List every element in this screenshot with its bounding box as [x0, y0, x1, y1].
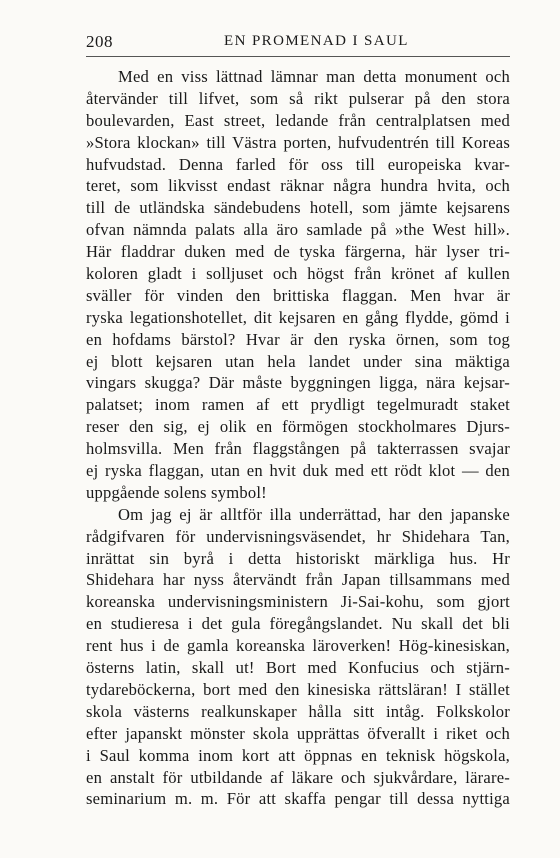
page-header: [86, 32, 510, 54]
text-line: en anstalt för utbildande af läkare och sjukvårdare, lärare-: [86, 767, 510, 787]
running-title: EN PROMENAD I SAUL: [224, 33, 409, 49]
text-line: Med en viss lättnad lämnar man detta monument och: [118, 67, 510, 86]
text-line: tydareböckerna, bort med den kinesiska rättsläran! I stället: [86, 679, 510, 699]
text-line: ryska legationshotellet, dit kejsaren en gång flydde, gömd i: [86, 307, 510, 327]
text-line: i Saul komma inom kort att öppnas en teknisk högskola,: [86, 745, 510, 765]
text-line: koloren gladt i solljuset och högst från krönet af kullen: [86, 264, 510, 284]
text-line: Om jag ej är alltför illa underrättad, har den japanske: [118, 504, 510, 524]
text-line: boulevarden, East street, ledande från centralplatsen med: [86, 110, 510, 130]
text-line: ej blott kejsaren utan hela landet under sina mäktiga: [86, 351, 510, 371]
text-line: holmsvilla. Men från flaggstången på takterrassen svajar: [86, 439, 510, 459]
text-line: reser den sig, ej olik en förmögen stockholmares Djurs-: [86, 417, 510, 437]
text-line: Shidehara har nyss återvändt från Japan tillsammans med: [86, 570, 510, 590]
text-line: en hofdams bärstol? Hvar är den ryska örnen, som tog: [86, 329, 510, 349]
text-line: en studieresa i det gula föregångslandet. Nu skall det bli: [86, 614, 510, 634]
text-line: Här fladdrar duken med de tyska färgerna, här lyser tri-: [86, 242, 510, 262]
text-line: koreanska undervisningsministern Ji-Sai-kohu, som gjort: [86, 592, 510, 612]
text-line: inrättat sin byrå i detta historiskt märkliga hus. Hr: [86, 548, 510, 568]
text-line: ej ryska flaggan, utan en hvit duk med ett rödt klot — den: [86, 461, 510, 481]
text-line: vingars skugga? Där måste byggningen ligga, nära kejsar-: [86, 373, 510, 393]
text-line: sväller för vinden den brittiska flaggan. Men hvar är: [86, 285, 510, 305]
text-line: palatset; inom ramen af ett prydligt tegelmuradt staket: [86, 395, 510, 415]
text-line: rent hus i de gamla koreanska läroverken! Hög-kinesiskan,: [86, 636, 510, 656]
body-text: [86, 66, 510, 810]
text-line: österns latin, skall ut! Bort med Konfucius och stjärn-: [86, 658, 510, 678]
text-line: »Stora klockan» till Västra porten, hufvudentrén till Koreas: [86, 132, 510, 152]
text-line: skola västerns realkunskaper hålla sitt intåg. Folkskolor: [86, 701, 510, 721]
text-line: till de utländska sändebudens hotell, som jämte kejsarens: [86, 198, 510, 218]
text-line: uppgående solens symbol!: [86, 482, 267, 502]
text-line: rådgifvaren för undervisningsväsendet, hr Shidehara Tan,: [86, 526, 510, 546]
text-line: ofvan nämnda palats alla äro samlade på »the West hill».: [86, 220, 510, 240]
text-line: hufvudstad. Denna farled för oss till europeiska kvar-: [86, 154, 510, 174]
text-line: teret, som likvisst endast räknar några hundra hvita, och: [86, 176, 510, 196]
text-line: efter japanskt mönster skola upprättas öfverallt i riket och: [86, 723, 510, 743]
page-number: 208: [86, 32, 113, 51]
header-rule: [86, 56, 510, 57]
text-line: återvänder till lifvet, som så rikt pulserar på den stora: [86, 88, 510, 108]
text-line: seminarium m. m. För att skaffa pengar till dessa nyttiga: [86, 789, 510, 809]
